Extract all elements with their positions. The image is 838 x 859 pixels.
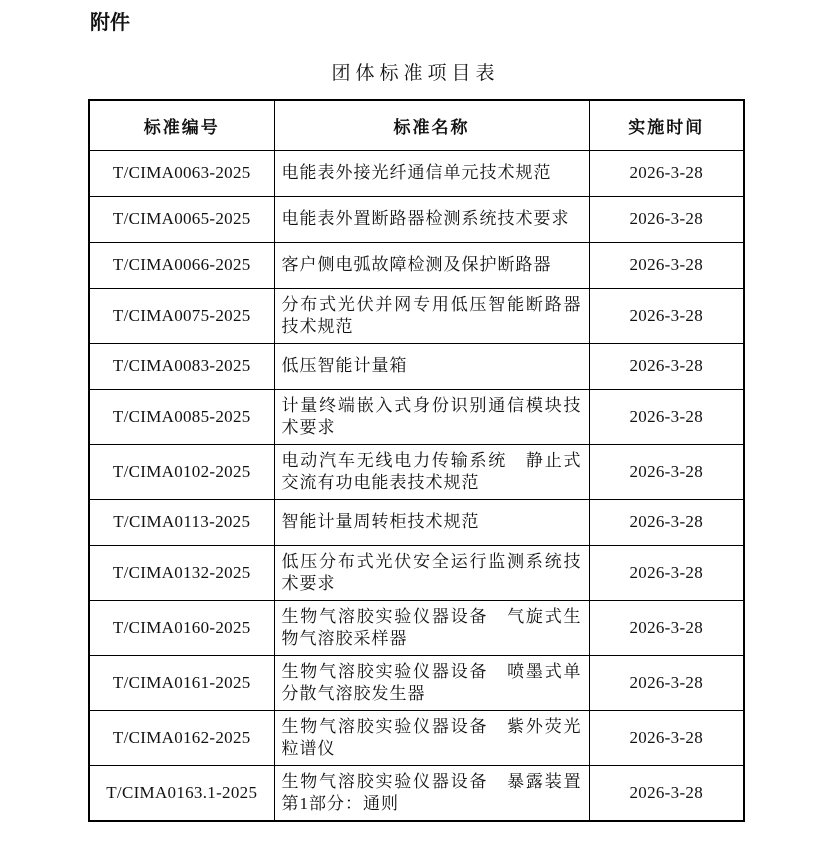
table-row: [89, 242, 744, 288]
cell-date: 2026-3-28: [589, 710, 744, 765]
cell-name: 电能表外置断路器检测系统技术要求: [274, 196, 589, 242]
standards-table: [88, 99, 745, 822]
cell-date: 2026-3-28: [589, 196, 744, 242]
cell-code: T/CIMA0113-2025: [89, 499, 274, 545]
cell-date: 2026-3-28: [589, 499, 744, 545]
standards-table-body: [89, 150, 744, 821]
header-row: [89, 100, 744, 150]
cell-code: T/CIMA0160-2025: [89, 600, 274, 655]
cell-date: 2026-3-28: [589, 288, 744, 343]
header-standard-code: 标准编号: [89, 100, 274, 150]
header-standard-name: 标准名称: [274, 100, 589, 150]
cell-date: 2026-3-28: [589, 242, 744, 288]
cell-name: 低压分布式光伏安全运行监测系统技术要求: [274, 545, 589, 600]
cell-name: 智能计量周转柜技术规范: [274, 499, 589, 545]
cell-date: 2026-3-28: [589, 343, 744, 389]
cell-code: T/CIMA0066-2025: [89, 242, 274, 288]
header-implementation-date: 实施时间: [589, 100, 744, 150]
table-row: [89, 389, 744, 444]
table-row: [89, 343, 744, 389]
cell-code: T/CIMA0075-2025: [89, 288, 274, 343]
cell-code: T/CIMA0085-2025: [89, 389, 274, 444]
table-title: 团体标准项目表: [331, 63, 500, 84]
table-row: [89, 655, 744, 710]
cell-code: T/CIMA0162-2025: [89, 710, 274, 765]
standards-table-header: [89, 100, 744, 150]
cell-date: 2026-3-28: [589, 655, 744, 710]
cell-date: 2026-3-28: [589, 545, 744, 600]
cell-date: 2026-3-28: [589, 444, 744, 499]
cell-name: 计量终端嵌入式身份识别通信模块技术要求: [274, 389, 589, 444]
cell-code: T/CIMA0163.1-2025: [89, 765, 274, 821]
table-row: [89, 150, 744, 196]
cell-code: T/CIMA0063-2025: [89, 150, 274, 196]
cell-date: 2026-3-28: [589, 765, 744, 821]
cell-code: T/CIMA0065-2025: [89, 196, 274, 242]
cell-code: T/CIMA0102-2025: [89, 444, 274, 499]
table-row: [89, 288, 744, 343]
table-row: [89, 499, 744, 545]
cell-code: T/CIMA0132-2025: [89, 545, 274, 600]
cell-name: 分布式光伏并网专用低压智能断路器技术规范: [274, 288, 589, 343]
table-row: [89, 196, 744, 242]
cell-name: 低压智能计量箱: [274, 343, 589, 389]
table-row: [89, 600, 744, 655]
cell-name: 电能表外接光纤通信单元技术规范: [274, 150, 589, 196]
cell-code: T/CIMA0161-2025: [89, 655, 274, 710]
cell-code: T/CIMA0083-2025: [89, 343, 274, 389]
cell-name: 生物气溶胶实验仪器设备 暴露装置 第1部分：通则: [274, 765, 589, 821]
table-row: [89, 765, 744, 821]
cell-name: 客户侧电弧故障检测及保护断路器: [274, 242, 589, 288]
cell-name: 生物气溶胶实验仪器设备 喷墨式单分散气溶胶发生器: [274, 655, 589, 710]
cell-name: 电动汽车无线电力传输系统 静止式交流有功电能表技术规范: [274, 444, 589, 499]
cell-date: 2026-3-28: [589, 389, 744, 444]
table-row: [89, 444, 744, 499]
attachment-label: 附件: [90, 12, 130, 34]
cell-name: 生物气溶胶实验仪器设备 紫外荧光粒谱仪: [274, 710, 589, 765]
cell-date: 2026-3-28: [589, 600, 744, 655]
cell-name: 生物气溶胶实验仪器设备 气旋式生物气溶胶采样器: [274, 600, 589, 655]
table-row: [89, 545, 744, 600]
table-row: [89, 710, 744, 765]
cell-date: 2026-3-28: [589, 150, 744, 196]
